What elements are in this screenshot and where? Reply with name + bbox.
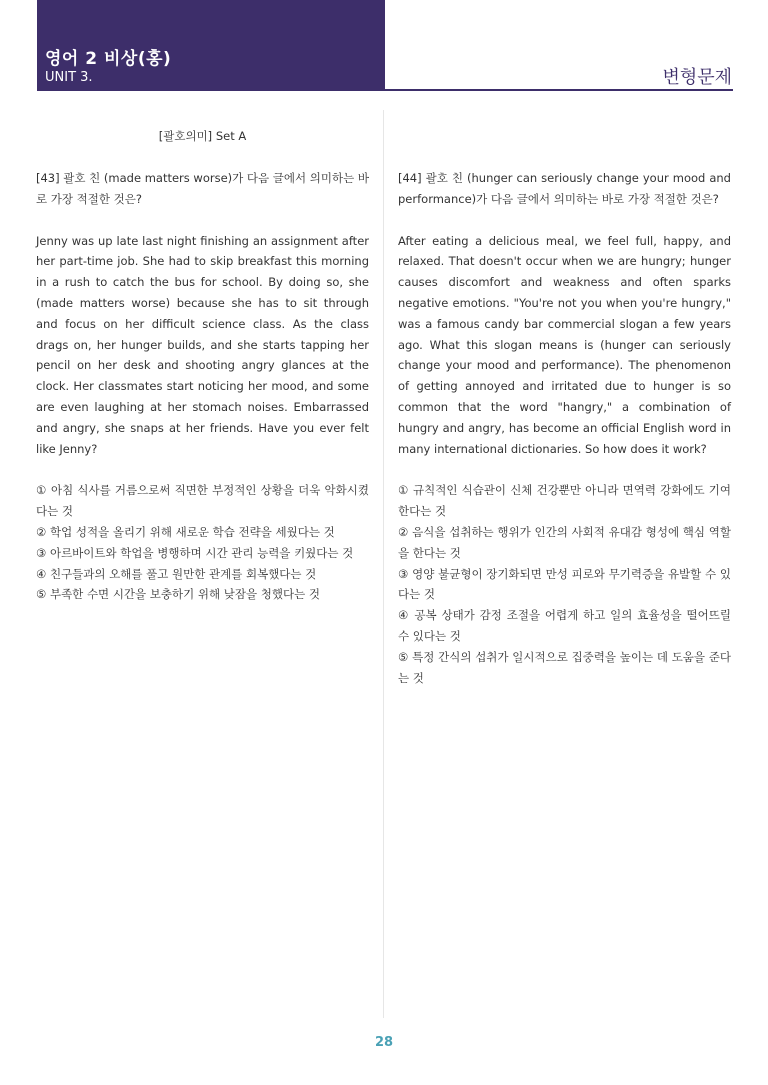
answer-choice-3[interactable]: ③ 아르바이트와 학업을 병행하며 시간 관리 능력을 키웠다는 것 [36,545,354,560]
question-prompt: [43] 괄호 친 (made matters worse)가 다음 글에서 의미하는 바로 가장 적절한 것은? [36,171,369,206]
answer-choice-2[interactable]: ② 학업 성적을 올리기 위해 새로운 학습 전략을 세웠다는 것 [36,524,335,539]
answer-choices [398,480,731,688]
set-label: [괄호의미] Set A [158,129,247,143]
section-title: 변형문제 [662,67,732,88]
answer-choice-5[interactable]: ⑤ 특정 간식의 섭취가 일시적으로 집중력을 높이는 데 도움을 준다는 것 [398,649,731,685]
page-number: 28 [374,1035,394,1050]
header-rule [385,89,733,91]
answer-choice-5[interactable]: ⑤ 부족한 수면 시간을 보충하기 위해 낮잠을 청했다는 것 [36,587,320,602]
answer-choices [36,480,369,605]
answer-choice-2[interactable]: ② 음식을 섭취하는 행위가 인간의 사회적 유대감 형성에 핵심 역할을 한다는 것 [398,524,731,560]
answer-choice-4[interactable]: ④ 친구들과의 오해를 풀고 원만한 관계를 회복했다는 것 [36,566,317,581]
answer-choice-1[interactable]: ① 규칙적인 식습관이 신체 건강뿐만 아니라 면역력 강화에도 기여한다는 것 [398,483,731,519]
answer-choice-4[interactable]: ④ 공복 상태가 감정 조절을 어렵게 하고 일의 효율성을 떨어뜨릴 수 있다는 것 [398,608,731,643]
header-band [37,0,385,91]
unit-label: UNIT 3. [45,70,93,85]
question-prompt: [44] 괄호 친 (hunger can seriously change your mood and performance)가 다음 글에서 의미하는 바로 가장 적절한 것은? [398,171,731,206]
answer-choice-1[interactable]: ① 아침 식사를 거름으로써 직면한 부정적인 상황을 더욱 악화시켰다는 것 [36,483,369,519]
question-passage: Jenny was up late last night finishing an assignment after her part-time job. She had to skip breakfast this morning in a rush to catch the bus for school. By doing so, she (made matters worse) because she has to sit through and focus on her difficult science class. As the class drags on, her hunger builds, and she starts tapping her pencil on her desk and shooting angry glances at the clock. Her classmates start noticing her mood, and some are even laughing at her stomach noises. Embarrassed and angry, she snaps at her friends. Have you ever felt like Jenny? [36,233,369,456]
column-divider [383,110,384,1018]
question-passage: After eating a delicious meal, we feel full, happy, and relaxed. That doesn't occur when we are hungry; hunger causes discomfort and weakness and often sparks negative emotions. "You're not you when you're hungry," was a famous candy bar commercial slogan a few years ago. What this slogan means is (hunger can seriously change your mood and performance). The phenomenon of getting annoyed and irritated due to hunger is so common that the word "hangry," a combination of hungry and angry, has become an official English word in many international dictionaries. So how does it work? [398,233,731,456]
question-44 [398,168,731,688]
question-43 [36,168,369,605]
answer-choice-3[interactable]: ③ 영양 불균형이 장기화되면 만성 피로와 무기력증을 유발할 수 있다는 것 [398,566,731,602]
textbook-title: 영어 2 비상(홍) [45,49,172,69]
